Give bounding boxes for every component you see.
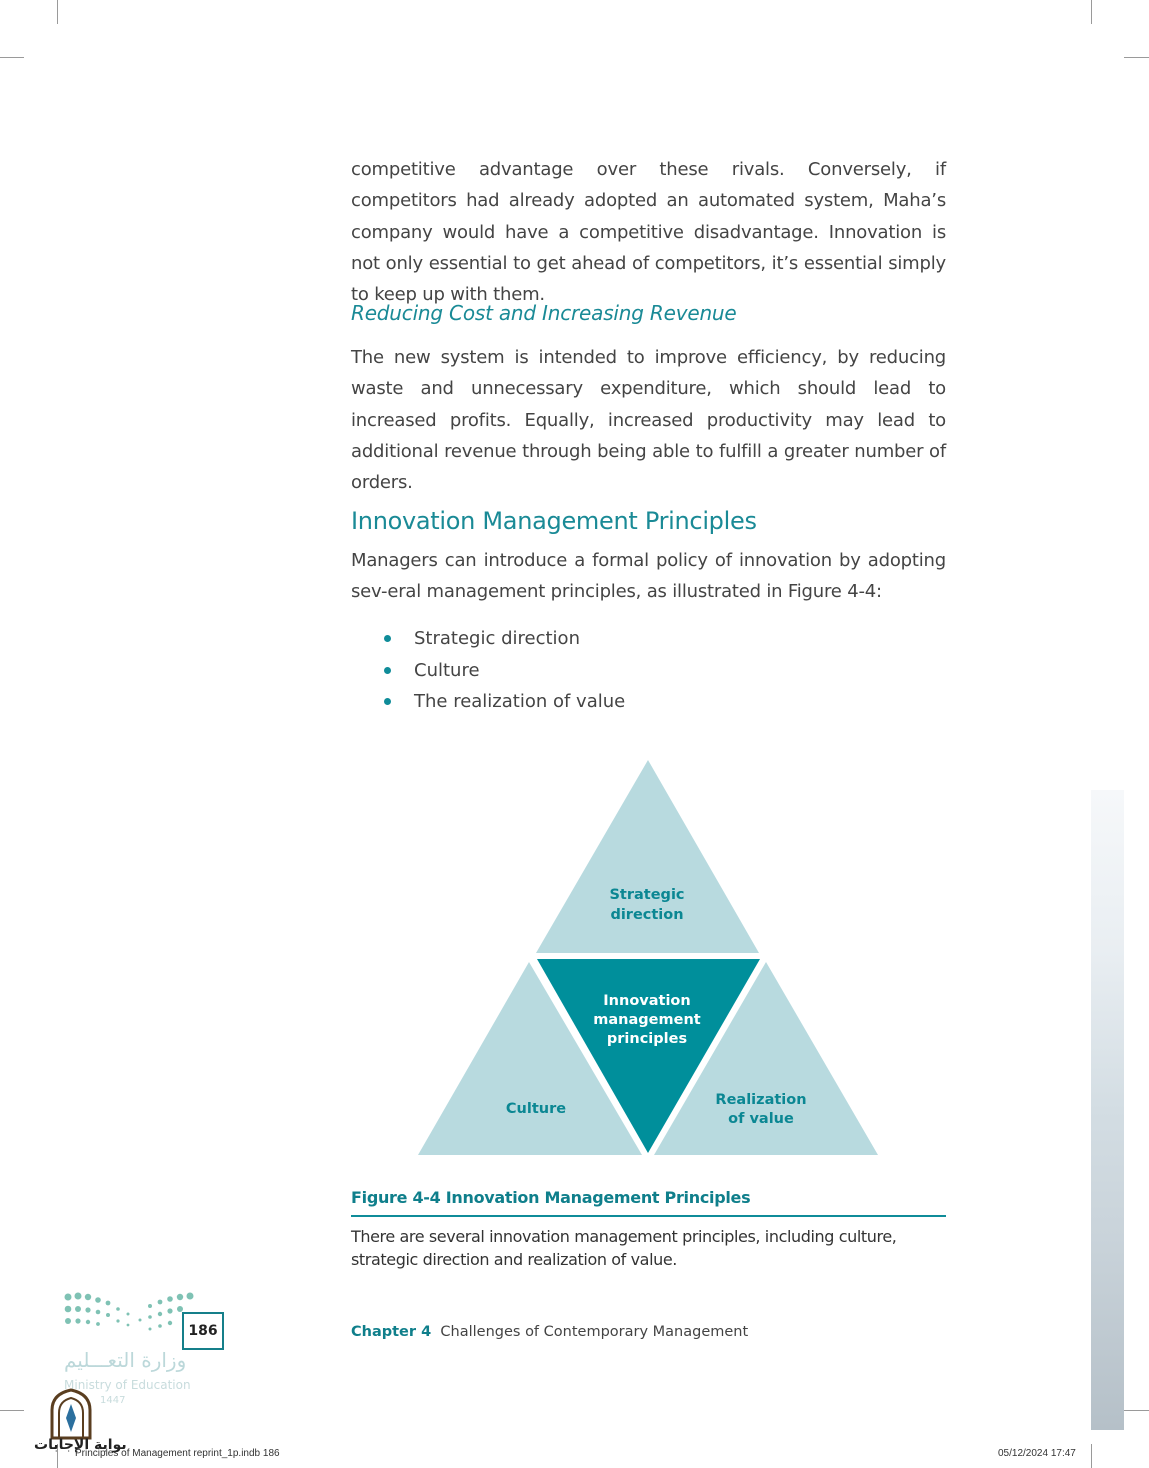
chapter-footer: [351, 1324, 748, 1340]
ministry-name-arabic: وزارة التعـــليم: [64, 1348, 187, 1372]
subheading: Reducing Cost and Increasing Revenue: [351, 301, 737, 325]
bullet-list: [383, 623, 625, 718]
list-item-text: The realization of value: [414, 691, 626, 712]
bullet-icon: [384, 667, 391, 674]
crop-mark: [57, 0, 58, 24]
body-paragraph: Managers can introduce a formal policy of innovation by adopting sev-eral management principles, as illustrated in Figure 4-4:: [351, 550, 946, 603]
chapter-title: Challenges of Contemporary Management: [440, 1324, 749, 1340]
triangle-strategic-direction: [536, 760, 759, 953]
section-heading: Innovation Management Principles: [351, 507, 757, 535]
body-paragraph: The new system is intended to improve efficiency, by reducing waste and unnecessary expenditure, which should lead to increased profits. Equally, increased productivity may lead to additional revenue through being able to fulfill a greater number of orders.: [351, 347, 946, 494]
figure-title: Figure 4-4 Innovation Management Principles: [351, 1188, 751, 1207]
diagram-label-strategic: Strategic: [609, 887, 685, 903]
adjacent-page-strip: [1091, 790, 1124, 1430]
diagram-label-of-value: of value: [728, 1111, 794, 1127]
ministry-year: 1447: [100, 1395, 126, 1406]
list-item-text: Strategic direction: [414, 628, 580, 649]
diagram-label-realization: Realization: [715, 1092, 807, 1108]
list-item: [383, 655, 625, 687]
diagram-label-principles: principles: [606, 1031, 688, 1047]
slug-left: Principles of Management reprint_1p.indb 186: [75, 1448, 280, 1459]
crop-mark: [1124, 57, 1149, 58]
innovation-principles-diagram: [410, 755, 890, 1165]
bullet-icon: [384, 635, 391, 642]
bullet-icon: [384, 698, 391, 705]
page-number: 186: [182, 1312, 224, 1350]
figure-rule: [351, 1215, 946, 1217]
chapter-label: Chapter 4: [351, 1324, 432, 1340]
ministry-logo-icon: [62, 1290, 202, 1340]
site-label: بوابة الإجابات: [34, 1437, 127, 1453]
diagram-label-culture: Culture: [505, 1101, 567, 1117]
ministry-name-english: Ministry of Education: [64, 1378, 191, 1392]
site-logo-icon: [48, 1388, 94, 1440]
crop-mark: [1091, 1444, 1092, 1468]
list-item-text: Culture: [414, 659, 480, 681]
crop-mark: [1091, 0, 1092, 24]
crop-mark: [0, 1410, 24, 1411]
list-item: [383, 623, 625, 655]
body-paragraph: competitive advantage over these rivals. Conversely, if competitors had already adopted an automated system, Maha’s company would have a competitive disadvantage. Innovation is not only essential to get ahead of competitors, it’s essential simply to keep up with them.: [351, 159, 946, 306]
diagram-label-management: management: [593, 1012, 701, 1028]
diagram-label-innovation: Innovation: [603, 993, 691, 1009]
slug-right: 05/12/2024 17:47: [998, 1448, 1076, 1459]
figure-caption: There are several innovation management principles, including culture, strategic direction and realization of value.: [351, 1227, 897, 1269]
crop-mark: [1124, 1410, 1149, 1411]
diagram-label-direction: direction: [610, 907, 684, 923]
list-item: [383, 686, 625, 718]
crop-mark: [0, 57, 24, 58]
